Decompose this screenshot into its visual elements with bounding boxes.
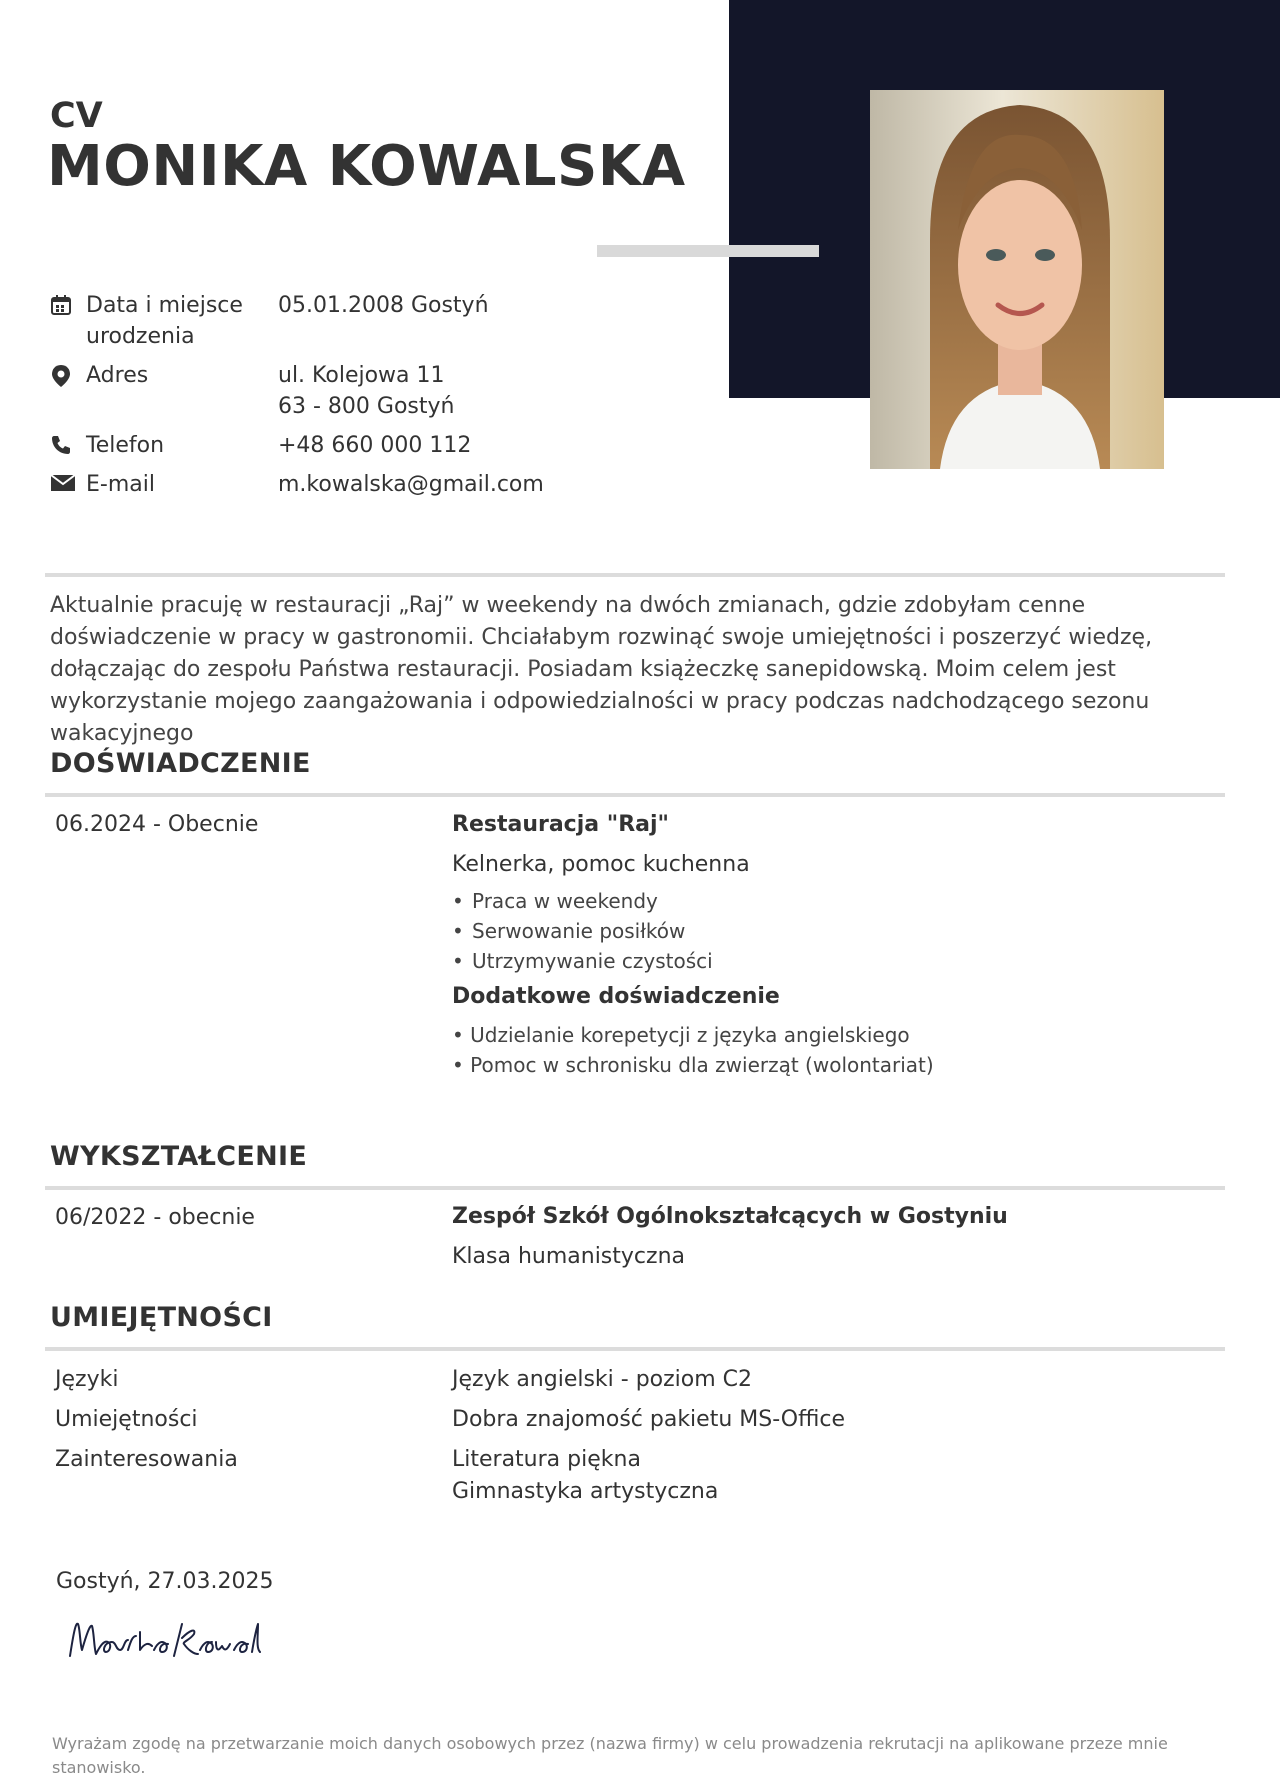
education-details [452,1202,1212,1278]
contact-row-birth [50,290,610,352]
duty-item: • Utrzymywanie czystości [452,946,1212,976]
skills-value-line: Język angielski - poziom C2 [452,1367,753,1392]
experience-role: Kelnerka, pomoc kuchenna [452,852,750,877]
birth-value: 05.01.2008 Gostyń [278,293,489,318]
education-date: 06/2022 - obecnie [55,1205,255,1230]
skills-row-languages [55,1364,1215,1396]
skills-value-line: Gimnastyka artystyczna [452,1479,719,1504]
duty-item: • Serwowanie posiłków [452,916,1212,946]
cv-label: CV [50,96,103,136]
address-line-2: 63 - 800 Gostyń [278,394,455,419]
contact-label-address: Adres [86,363,149,388]
email-value: m.kowalska@gmail.com [278,472,544,497]
divider-summary [45,573,1225,577]
skills-value [452,1404,845,1436]
divider-experience [45,793,1225,797]
contact-value-phone [278,430,610,461]
calendar-icon [50,290,86,321]
phone-icon [50,430,86,461]
contact-row-phone [50,430,610,461]
contact-value-email [278,469,610,500]
skills-table [55,1364,1215,1516]
contact-row-address [50,360,610,422]
education-profile: Klasa humanistyczna [452,1244,685,1269]
location-pin-icon [50,360,86,391]
portrait-illustration [870,90,1164,469]
gdpr-consent-clause: Wyrażam zgodę na przetwarzanie moich danych osobowych przez (nazwa firmy) w celu prowadzenia rekrutacji na aplikowane przeze mnie stanowisko. [52,1734,1168,1777]
additional-experience-list [452,1020,1212,1080]
experience-date: 06.2024 - Obecnie [55,812,259,837]
divider-education [45,1186,1225,1190]
duty-item: • Praca w weekendy [452,886,1212,916]
contact-value-address [278,360,610,422]
phone-value: +48 660 000 112 [278,433,472,458]
education-school: Zespół Szkół Ogólnokształcących w Gostyniu [452,1204,1008,1229]
skills-value [452,1444,718,1508]
section-title-skills: UMIEJĘTNOŚCI [50,1302,273,1333]
skills-label: Języki [55,1367,119,1392]
skills-label: Zainteresowania [55,1447,238,1472]
handwritten-signature [66,1610,266,1674]
experience-company: Restauracja "Raj" [452,812,670,837]
skills-row-interests [55,1444,1215,1508]
additional-experience-item: • Udzielanie korepetycji z języka angielskiego [452,1023,910,1047]
contact-label-email: E-mail [86,472,155,497]
contact-label-phone: Telefon [86,433,165,458]
profile-photo [870,90,1164,469]
section-title-experience: DOŚWIADCZENIE [50,748,311,779]
candidate-name: MONIKA KOWALSKA [47,134,686,199]
address-line-1: ul. Kolejowa 11 [278,363,445,388]
skills-value-line: Literatura piękna [452,1447,641,1472]
additional-experience-title: Dodatkowe doświadczenie [452,984,780,1009]
envelope-icon [50,469,86,500]
divider-skills [45,1347,1225,1351]
header-accent-bar [597,245,819,257]
profile-summary: Aktualnie pracuję w restauracji „Raj” w weekendy na dwóch zmianach, gdzie zdobyłam cenne doświadczenie w pracy w gastronomii. Chciałabym rozwinąć swoje umiejętności i poszerzyć wiedzę, dołączając do zespołu Państwa restauracji. Posiadam książeczkę sanepidowską. Moim celem jest wykorzystanie mojego zaangażowania i odpowiedzialności w pracy podczas nadchodzącego sezonu wakacyjnego [50,593,1153,746]
contact-value-birth [278,290,610,352]
experience-duties [452,886,1212,976]
additional-experience-item: • Pomoc w schronisku dla zwierząt (wolontariat) [452,1053,934,1077]
contact-details [50,290,610,508]
contact-label-birth: Data i miejsce urodzenia [86,293,243,349]
place-and-date: Gostyń, 27.03.2025 [56,1569,274,1594]
skills-value [452,1364,752,1396]
section-title-education: WYKSZTAŁCENIE [50,1141,308,1172]
skills-value-line: Dobra znajomość pakietu MS-Office [452,1407,845,1432]
contact-row-email [50,469,610,500]
skills-label: Umiejętności [55,1407,198,1432]
skills-row-abilities [55,1404,1215,1436]
experience-details [452,810,1212,1080]
